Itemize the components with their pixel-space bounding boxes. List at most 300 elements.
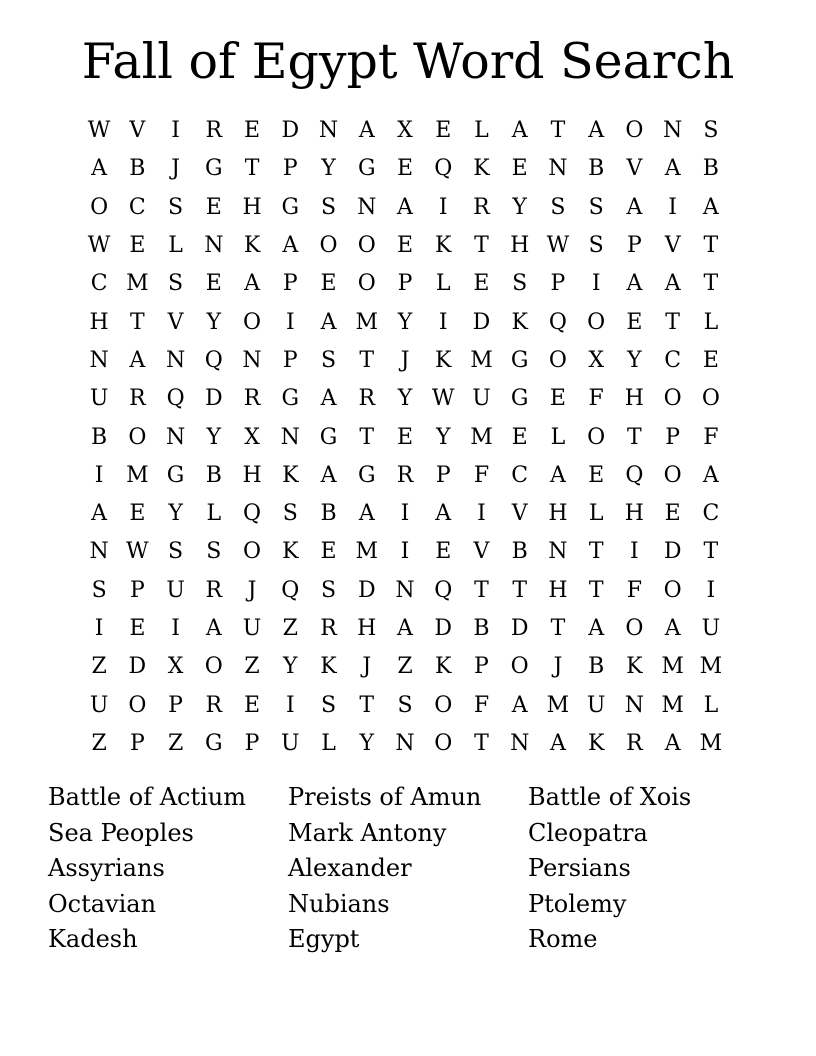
grid-letter: O bbox=[357, 271, 376, 297]
grid-letter: S bbox=[168, 539, 184, 565]
grid-letter: G bbox=[205, 156, 223, 182]
grid-letter: T bbox=[512, 577, 528, 603]
grid-letter: I bbox=[477, 501, 486, 527]
grid-letter: I bbox=[438, 309, 448, 335]
grid-row bbox=[80, 265, 730, 303]
grid-letter: N bbox=[624, 692, 645, 718]
grid-letter: U bbox=[472, 386, 491, 412]
grid-letter: P bbox=[550, 271, 566, 297]
grid-letter: T bbox=[665, 309, 680, 335]
grid-letter: T bbox=[359, 424, 375, 450]
grid-letter: K bbox=[435, 347, 452, 373]
grid-letter: R bbox=[396, 462, 414, 488]
grid-letter: E bbox=[129, 616, 146, 641]
grid-letter: K bbox=[511, 309, 528, 335]
grid-letter: H bbox=[242, 462, 262, 488]
grid-letter: O bbox=[434, 692, 453, 718]
grid-letter: T bbox=[359, 692, 375, 718]
grid-letter: P bbox=[665, 424, 681, 450]
grid-row bbox=[80, 227, 730, 265]
grid-letter: B bbox=[588, 654, 605, 680]
grid-letter: S bbox=[91, 577, 107, 603]
grid-letter: I bbox=[591, 271, 601, 297]
grid-letter: N bbox=[395, 730, 415, 756]
grid-letter: G bbox=[357, 462, 376, 488]
word-list-item: Octavian bbox=[48, 889, 157, 918]
grid-letter: M bbox=[470, 347, 493, 373]
grid-letter: P bbox=[397, 271, 413, 297]
word-list bbox=[48, 780, 768, 958]
grid-letter: L bbox=[474, 118, 489, 144]
grid-letter: E bbox=[626, 309, 643, 335]
grid-letter: N bbox=[204, 233, 224, 259]
grid-letter: A bbox=[91, 501, 108, 527]
grid-letter: N bbox=[548, 156, 568, 182]
grid-letter: T bbox=[703, 233, 719, 259]
grid-letter: F bbox=[588, 386, 604, 412]
grid-letter: N bbox=[165, 347, 186, 373]
grid-letter: S bbox=[320, 692, 337, 718]
grid-letter: A bbox=[397, 616, 413, 641]
grid-letter: I bbox=[171, 616, 180, 641]
grid-letter: V bbox=[664, 233, 681, 259]
grid-letter: S bbox=[588, 194, 604, 220]
grid-letter: M bbox=[661, 692, 684, 718]
grid-letter: D bbox=[434, 616, 453, 641]
grid-letter: Z bbox=[244, 654, 260, 680]
grid-letter: N bbox=[89, 539, 109, 565]
grid-letter: M bbox=[661, 654, 684, 680]
grid-letter: A bbox=[549, 730, 566, 756]
grid-letter: C bbox=[90, 271, 108, 297]
grid-letter: K bbox=[435, 654, 452, 680]
grid-letter: Y bbox=[206, 309, 222, 335]
grid-letter: D bbox=[663, 539, 682, 565]
grid-letter: P bbox=[282, 271, 298, 297]
grid-letter: P bbox=[626, 233, 642, 259]
grid-letter: N bbox=[395, 577, 415, 603]
grid-letter: Y bbox=[627, 347, 642, 373]
grid-letter: T bbox=[244, 156, 260, 182]
grid-letter: M bbox=[126, 462, 149, 488]
grid-letter: Y bbox=[283, 654, 298, 680]
grid-letter: A bbox=[664, 271, 681, 297]
grid-row bbox=[80, 572, 730, 610]
grid-letter: W bbox=[87, 233, 111, 259]
grid-letter: I bbox=[668, 194, 677, 220]
grid-letter: K bbox=[320, 654, 337, 680]
grid-letter: S bbox=[320, 194, 337, 220]
grid-letter: I bbox=[94, 462, 104, 488]
grid-letter: R bbox=[205, 118, 223, 144]
grid-letter: I bbox=[400, 501, 410, 527]
grid-letter: P bbox=[168, 692, 183, 718]
grid-letter: H bbox=[624, 501, 644, 527]
grid-letter: R bbox=[473, 194, 490, 220]
grid-letter: Z bbox=[91, 730, 107, 756]
word-list-item: Rome bbox=[528, 925, 598, 953]
grid-letter: I bbox=[285, 309, 295, 335]
grid-letter: H bbox=[548, 577, 568, 603]
grid-letter: A bbox=[511, 692, 528, 718]
grid-letter: Y bbox=[168, 501, 183, 527]
grid-letter: X bbox=[244, 424, 260, 450]
grid-letter: O bbox=[357, 233, 376, 259]
grid-letter: B bbox=[511, 539, 528, 565]
grid-letter: A bbox=[626, 194, 643, 220]
grid-letter: R bbox=[320, 616, 337, 641]
grid-letter: D bbox=[281, 118, 300, 144]
grid-letter: B bbox=[205, 462, 222, 488]
grid-letter: L bbox=[588, 501, 604, 527]
grid-letter: P bbox=[474, 654, 489, 680]
grid-row bbox=[80, 418, 730, 456]
grid-letter: U bbox=[281, 730, 300, 756]
grid-letter: K bbox=[473, 156, 490, 182]
grid-letter: A bbox=[244, 271, 260, 297]
grid-letter: N bbox=[663, 118, 683, 144]
grid-letter: N bbox=[165, 424, 186, 450]
grid-letter: E bbox=[396, 233, 414, 259]
grid-letter: P bbox=[129, 577, 145, 603]
grid-letter: F bbox=[473, 692, 490, 718]
grid-letter: E bbox=[244, 692, 261, 718]
grid-letter: X bbox=[397, 118, 413, 144]
grid-letter: K bbox=[587, 730, 605, 756]
grid-letter: V bbox=[473, 539, 490, 565]
grid-letter: M bbox=[699, 654, 723, 680]
grid-letter: K bbox=[435, 233, 452, 259]
grid-letter: H bbox=[510, 233, 530, 259]
grid-letter: T bbox=[474, 233, 489, 259]
grid-letter: A bbox=[626, 271, 643, 297]
grid-letter: B bbox=[91, 424, 108, 450]
grid-letter: W bbox=[431, 386, 455, 412]
grid-letter: E bbox=[129, 233, 146, 259]
grid-letter: M bbox=[355, 539, 379, 565]
grid-letter: O bbox=[587, 309, 606, 335]
grid-letter: I bbox=[400, 539, 410, 565]
grid-letter: E bbox=[205, 271, 222, 297]
grid-letter: O bbox=[434, 730, 453, 756]
grid-letter: L bbox=[206, 501, 222, 527]
grid-row bbox=[80, 380, 730, 418]
word-list-item: Nubians bbox=[288, 889, 390, 918]
grid-letter: J bbox=[400, 347, 410, 373]
grid-letter: E bbox=[205, 194, 222, 220]
grid-letter: U bbox=[89, 386, 109, 412]
grid-letter: G bbox=[166, 462, 185, 488]
grid-letter: O bbox=[625, 118, 644, 144]
grid-letter: A bbox=[664, 156, 681, 182]
grid-letter: B bbox=[588, 156, 605, 182]
grid-letter: S bbox=[550, 194, 566, 220]
grid-row bbox=[80, 686, 730, 724]
grid-letter: O bbox=[663, 462, 682, 488]
grid-letter: S bbox=[588, 233, 604, 259]
grid-letter: E bbox=[588, 462, 605, 488]
grid-letter: O bbox=[548, 347, 567, 373]
grid-letter: A bbox=[397, 194, 413, 220]
grid-letter: U bbox=[166, 577, 185, 603]
grid-row bbox=[80, 342, 730, 380]
grid-letter: N bbox=[89, 347, 109, 373]
grid-letter: E bbox=[396, 424, 414, 450]
grid-letter: C bbox=[664, 347, 682, 373]
grid-letter: Z bbox=[91, 654, 107, 680]
grid-letter: U bbox=[586, 692, 606, 718]
grid-letter: Q bbox=[204, 347, 223, 373]
grid-letter: H bbox=[357, 616, 377, 641]
grid-letter: M bbox=[699, 730, 723, 756]
grid-letter: J bbox=[171, 156, 180, 182]
grid-letter: O bbox=[128, 692, 147, 718]
grid-letter: S bbox=[168, 271, 184, 297]
grid-letter: A bbox=[549, 462, 566, 488]
grid-letter: M bbox=[546, 692, 570, 718]
grid-letter: K bbox=[282, 539, 299, 565]
grid-letter: T bbox=[703, 271, 719, 297]
word-list-item: Sea Peoples bbox=[48, 818, 194, 847]
grid-letter: A bbox=[588, 616, 605, 641]
grid-letter: M bbox=[126, 271, 149, 297]
grid-letter: E bbox=[473, 271, 490, 297]
grid-letter: M bbox=[355, 309, 379, 335]
grid-letter: A bbox=[435, 501, 452, 527]
grid-letter: A bbox=[320, 462, 337, 488]
grid-letter: L bbox=[550, 424, 566, 450]
grid-letter: T bbox=[359, 347, 375, 373]
grid-letter: A bbox=[205, 616, 222, 641]
grid-letter: L bbox=[703, 692, 719, 718]
grid-letter: S bbox=[703, 118, 719, 144]
grid-letter: L bbox=[321, 730, 336, 756]
grid-letter: O bbox=[243, 539, 262, 565]
grid-letter: Q bbox=[625, 462, 644, 488]
word-list-column bbox=[528, 780, 768, 958]
grid-letter: A bbox=[282, 233, 299, 259]
grid-letter: Q bbox=[166, 386, 185, 412]
grid-letter: T bbox=[550, 616, 566, 641]
word-list-column bbox=[48, 780, 288, 958]
grid-letter: O bbox=[204, 654, 223, 680]
word-list-item: Kadesh bbox=[48, 925, 138, 953]
grid-letter: Y bbox=[321, 156, 336, 182]
grid-letter: N bbox=[242, 347, 262, 373]
grid-letter: E bbox=[702, 347, 719, 373]
grid-letter: X bbox=[588, 347, 604, 373]
grid-letter: C bbox=[511, 462, 529, 488]
grid-letter: A bbox=[320, 309, 337, 335]
grid-letter: G bbox=[205, 730, 223, 756]
grid-letter: G bbox=[357, 156, 376, 182]
grid-letter: F bbox=[703, 424, 719, 450]
grid-letter: B bbox=[129, 156, 146, 182]
grid-letter: M bbox=[470, 424, 493, 450]
grid-letter: L bbox=[435, 271, 451, 297]
word-list-item: Preists of Amun bbox=[288, 783, 482, 811]
grid-letter: H bbox=[548, 501, 568, 527]
grid-letter: W bbox=[546, 233, 570, 259]
grid-letter: T bbox=[588, 577, 604, 603]
grid-letter: Y bbox=[512, 194, 527, 220]
grid-letter: P bbox=[244, 730, 260, 756]
grid-letter: N bbox=[510, 730, 530, 756]
grid-letter: E bbox=[396, 156, 414, 182]
grid-letter: V bbox=[626, 156, 643, 182]
grid-letter: E bbox=[435, 118, 452, 144]
grid-letter: A bbox=[129, 347, 146, 373]
grid-letter: T bbox=[588, 539, 604, 565]
word-list-item: Battle of Xois bbox=[528, 783, 692, 811]
word-list-item: Egypt bbox=[288, 925, 360, 953]
grid-letter: I bbox=[285, 692, 295, 718]
grid-letter: K bbox=[243, 233, 261, 259]
grid-letter: X bbox=[167, 654, 184, 680]
grid-row bbox=[80, 610, 730, 648]
grid-letter: U bbox=[701, 616, 721, 641]
grid-letter: E bbox=[511, 424, 528, 450]
grid-letter: I bbox=[94, 616, 104, 641]
grid-letter: D bbox=[472, 309, 491, 335]
page-title: Fall of Egypt Word Search bbox=[81, 33, 735, 90]
grid-letter: I bbox=[438, 194, 448, 220]
grid-letter: P bbox=[435, 462, 451, 488]
grid-letter: R bbox=[205, 577, 223, 603]
grid-letter: F bbox=[626, 577, 643, 603]
grid-letter: P bbox=[282, 156, 298, 182]
grid-letter: H bbox=[242, 194, 262, 220]
grid-letter: J bbox=[553, 654, 563, 680]
grid-letter: D bbox=[128, 654, 147, 680]
grid-letter: S bbox=[206, 539, 222, 565]
grid-letter: S bbox=[282, 501, 298, 527]
grid-letter: E bbox=[320, 539, 337, 565]
grid-row bbox=[80, 189, 730, 227]
grid-letter: T bbox=[474, 730, 489, 756]
grid-letter: D bbox=[510, 616, 529, 641]
grid-letter: S bbox=[397, 692, 413, 718]
grid-letter: L bbox=[703, 309, 719, 335]
grid-letter: K bbox=[282, 462, 299, 488]
word-list-item: Persians bbox=[528, 854, 631, 882]
grid-letter: Y bbox=[397, 309, 413, 335]
grid-letter: D bbox=[357, 577, 376, 603]
grid-letter: A bbox=[588, 118, 605, 144]
grid-letter: G bbox=[510, 347, 529, 373]
grid-letter: O bbox=[510, 654, 529, 680]
grid-letter: O bbox=[701, 386, 720, 412]
grid-letter: Z bbox=[167, 730, 184, 756]
grid-letter: Q bbox=[281, 577, 300, 603]
grid-letter: J bbox=[362, 654, 372, 680]
grid-letter: L bbox=[168, 233, 183, 259]
grid-letter: Y bbox=[397, 386, 413, 412]
grid-letter: E bbox=[320, 271, 337, 297]
grid-letter: A bbox=[702, 462, 719, 488]
grid-letter: A bbox=[511, 118, 528, 144]
word-list-column bbox=[288, 780, 528, 958]
grid-letter: S bbox=[168, 194, 184, 220]
grid-letter: C bbox=[702, 501, 720, 527]
grid-letter: A bbox=[664, 616, 681, 641]
grid-letter: O bbox=[587, 424, 606, 450]
grid-letter: K bbox=[626, 654, 643, 680]
grid-row bbox=[80, 303, 730, 341]
grid-letter: Q bbox=[548, 309, 567, 335]
grid-letter: B bbox=[702, 156, 719, 182]
grid-letter: E bbox=[435, 539, 452, 565]
grid-row bbox=[80, 150, 730, 188]
grid-letter: S bbox=[512, 271, 528, 297]
grid-letter: S bbox=[320, 347, 337, 373]
grid-letter: S bbox=[320, 577, 337, 603]
grid-letter: E bbox=[511, 156, 528, 182]
grid-letter: V bbox=[167, 309, 184, 335]
grid-letter: G bbox=[319, 424, 338, 450]
grid-letter: T bbox=[550, 118, 566, 144]
grid-letter: G bbox=[281, 194, 300, 220]
grid-letter: R bbox=[205, 692, 223, 718]
grid-letter: U bbox=[89, 692, 109, 718]
word-list-item: Assyrians bbox=[48, 854, 165, 882]
grid-letter: G bbox=[510, 386, 529, 412]
grid-letter: O bbox=[319, 233, 338, 259]
grid-letter: O bbox=[663, 386, 682, 412]
word-list-item: Mark Antony bbox=[288, 818, 447, 847]
grid-letter: D bbox=[205, 386, 223, 412]
grid-letter: R bbox=[243, 386, 261, 412]
grid-letter: T bbox=[703, 539, 719, 565]
grid-row bbox=[80, 533, 730, 571]
grid-letter: G bbox=[281, 386, 300, 412]
grid-letter: J bbox=[247, 577, 257, 603]
grid-row bbox=[80, 648, 730, 686]
grid-letter: Y bbox=[206, 424, 222, 450]
grid-letter: O bbox=[128, 424, 147, 450]
grid-letter: T bbox=[627, 424, 642, 450]
grid-letter: O bbox=[90, 194, 109, 220]
grid-letter: A bbox=[664, 730, 681, 756]
grid-letter: V bbox=[511, 501, 528, 527]
grid-letter: R bbox=[129, 386, 146, 412]
grid-letter: A bbox=[320, 386, 337, 412]
grid-letter: W bbox=[126, 539, 149, 565]
grid-letter: E bbox=[549, 386, 566, 412]
grid-row bbox=[80, 112, 730, 150]
grid-row bbox=[80, 495, 730, 533]
grid-letter: E bbox=[664, 501, 681, 527]
grid-letter: N bbox=[280, 424, 300, 450]
grid-letter: P bbox=[129, 730, 145, 756]
grid-letter: N bbox=[357, 194, 377, 220]
grid-letter: T bbox=[130, 309, 145, 335]
grid-letter: A bbox=[358, 118, 375, 144]
grid-letter: I bbox=[706, 577, 716, 603]
grid-letter: Q bbox=[243, 501, 262, 527]
grid-letter: I bbox=[171, 118, 180, 144]
letter-grid bbox=[80, 112, 730, 763]
grid-letter: Q bbox=[434, 577, 453, 603]
grid-letter: I bbox=[630, 539, 639, 565]
grid-row bbox=[80, 457, 730, 495]
grid-letter: Z bbox=[282, 616, 298, 641]
grid-letter: A bbox=[91, 156, 108, 182]
grid-letter: H bbox=[624, 386, 644, 412]
grid-letter: E bbox=[244, 118, 261, 144]
grid-letter: P bbox=[282, 347, 298, 373]
grid-letter: E bbox=[129, 501, 146, 527]
